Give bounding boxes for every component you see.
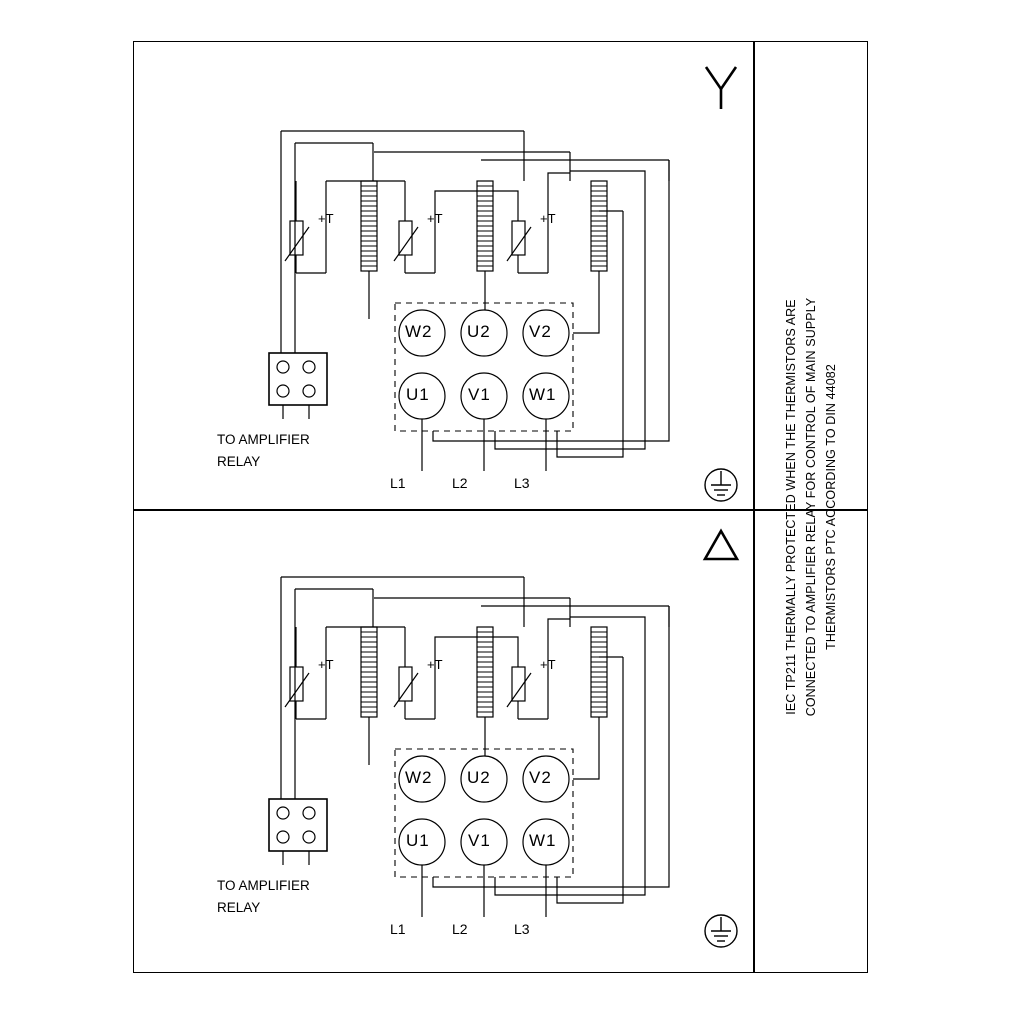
coil-label-w1: W1 — [529, 385, 557, 404]
thermistor-label-1: +T — [318, 657, 334, 672]
note-text — [781, 298, 841, 717]
coil-label-v2: V2 — [529, 322, 552, 341]
coil-label-w1: W1 — [529, 831, 557, 850]
thermistor-label-2: +T — [427, 657, 443, 672]
star-connection-panel — [133, 41, 753, 509]
supply-label-l3: L3 — [514, 921, 530, 937]
coil-label-v1: V1 — [468, 385, 491, 404]
coil-label-v2: V2 — [529, 768, 552, 787]
coil-label-v1: V1 — [468, 831, 491, 850]
thermistor-label-3: +T — [540, 211, 556, 226]
note-column — [754, 41, 868, 973]
coil-label-w2: W2 — [405, 768, 433, 787]
supply-label-l3: L3 — [514, 475, 530, 491]
amplifier-relay-label-line1: TO AMPLIFIER — [217, 432, 310, 447]
note-line-1: IEC TP211 THERMALLY PROTECTED WHEN THE THERMISTORS ARE — [784, 299, 798, 715]
delta-connection-panel — [133, 487, 753, 955]
note-line-2: CONNECTED TO AMPLIFIER RELAY FOR CONTROL OF MAIN SUPPLY — [804, 297, 818, 717]
coil-label-u2: U2 — [467, 768, 491, 787]
supply-label-l1: L1 — [390, 921, 406, 937]
amplifier-relay-label-line2: RELAY — [217, 900, 261, 915]
amplifier-relay-label-line2: RELAY — [217, 454, 261, 469]
thermistor-label-3: +T — [540, 657, 556, 672]
coil-label-u1: U1 — [406, 385, 430, 404]
coil-label-w2: W2 — [405, 322, 433, 341]
note-line-3: THERMISTORS PTC ACCORDING TO DIN 44082 — [824, 364, 838, 650]
coil-label-u2: U2 — [467, 322, 491, 341]
earth-ground-icon — [705, 915, 737, 947]
thermistor-label-2: +T — [427, 211, 443, 226]
supply-label-l1: L1 — [390, 475, 406, 491]
delta-symbol — [705, 531, 737, 559]
amplifier-relay-label-line1: TO AMPLIFIER — [217, 878, 310, 893]
supply-label-l2: L2 — [452, 475, 468, 491]
supply-label-l2: L2 — [452, 921, 468, 937]
wye-symbol — [706, 67, 736, 109]
coil-label-u1: U1 — [406, 831, 430, 850]
thermistor-label-1: +T — [318, 211, 334, 226]
